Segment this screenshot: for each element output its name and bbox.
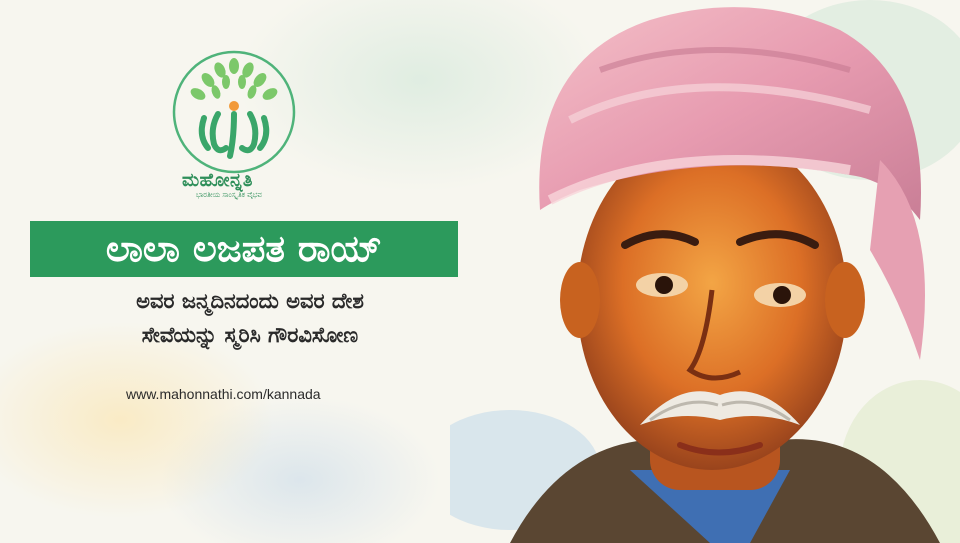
page-title: ಲಾಲಾ ಲಜಪತ ರಾಯ್ [105,227,383,270]
subtitle-line-1: ಅವರ ಜನ್ಮದಿನದಂದು ಅವರ ದೇಶ [136,289,364,313]
website-link[interactable]: www.mahonnathi.com/kannada [126,386,321,402]
subtitle-line-2: ಸೇವೆಯನ್ನು ಸ್ಮರಿಸಿ ಗೌರವಿಸೋಣ [141,323,359,347]
brand-tagline: ಭಾರತೀಯ ಸಾಂಸ್ಕೃತಿಕ ವೈಭವ [196,191,262,199]
portrait-illustration [450,0,960,543]
brand-name: ಮಹೋನ್ನತಿ [182,170,253,191]
title-banner [30,221,458,277]
